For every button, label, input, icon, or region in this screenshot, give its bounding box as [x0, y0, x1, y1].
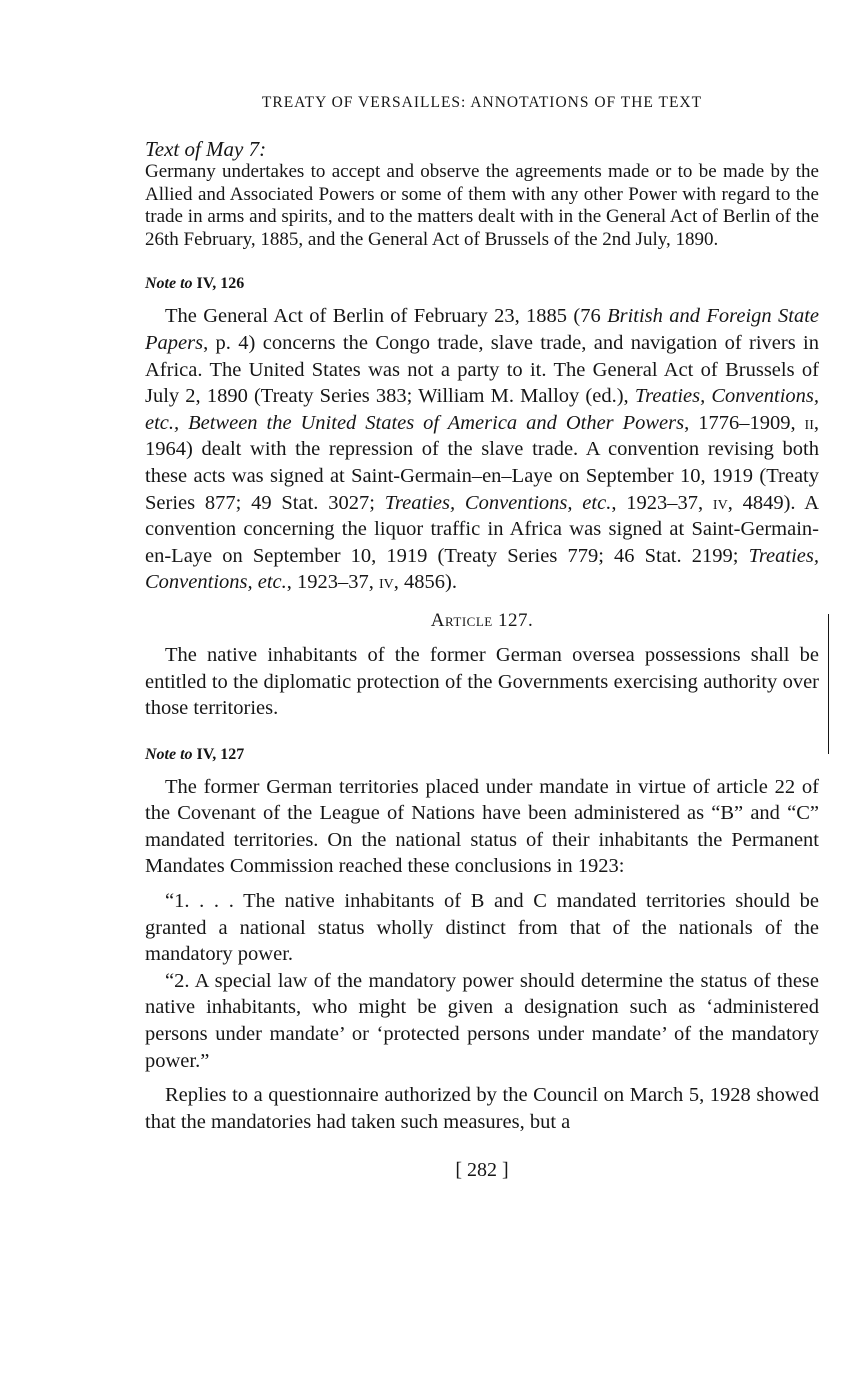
note-126-citation: Treaties, Conventions, etc.: [145, 544, 819, 594]
article-127-block: [145, 642, 819, 722]
page: [145, 94, 819, 1182]
text-may7-body: Germany undertakes to accept and observe the agreements made or to be made by the Allied and Associated Powers or some of them with any other Power with regard to the trade in arms and spirits, and to the matters dealt with in the General Act of Berlin of the 26th February, 1885, and the General Act of Brussels of the 2nd July, 1890.: [145, 161, 819, 250]
note-127-prefix: Note to: [145, 745, 193, 763]
note-126-text: , 1923–37,: [611, 491, 713, 514]
note-126-volume: ii: [804, 411, 814, 434]
note-126-volume: iv: [712, 491, 728, 514]
note-126-text: The General Act of Berlin of February 23, 1885 (76: [165, 305, 608, 328]
article-127-body: The native inhabitants of the former German oversea possessions shall be entitled to the diplomatic protection of the Governments exercising authority over those territories.: [145, 643, 819, 720]
margin-rule: [828, 614, 829, 754]
note-126-citation: British and Foreign State Papers: [145, 305, 819, 354]
note-126-ref: IV, 126: [196, 275, 245, 293]
note-126-text: , 4856).: [393, 571, 457, 594]
running-header: TREATY OF VERSAILLES: ANNOTATIONS OF THE TEXT: [261, 94, 703, 111]
note-126-text: , 1923–37,: [286, 571, 380, 594]
note-126-prefix: Note to: [145, 275, 193, 293]
note-126-paragraph: [145, 303, 819, 596]
note-127-quote-2: “2. A special law of the mandatory power should determine the status of these native inhabitants, who might be given a designation such as ‘administered persons under mandate’ or ‘protected persons under mandate’ of the mandatory power.”: [145, 969, 819, 1072]
note-126-citation: Treaties, Conventions, etc.: [384, 491, 612, 514]
article-127-title: Article 127.: [430, 609, 534, 631]
text-may7-label: Text of May 7:: [145, 137, 267, 161]
note-126-text: , p. 4) concerns the Congo trade, slave trade, and navigation of rivers in Africa. The United States was not a party to it. The General Act of Brussels of July 2, 1890 (Treaty Series 383; William M. Malloy (ed.),: [145, 331, 819, 408]
note-126-text: , 1776–1909,: [684, 411, 805, 434]
note-127-paragraph-2: Replies to a questionnaire authorized by the Council on March 5, 1928 showed that the mandatories had taken such measures, but a: [145, 1084, 819, 1133]
note-127-heading: [145, 746, 819, 764]
note-127-paragraph-1: The former German territories placed under mandate in virtue of article 22 of the Covenant of the League of Nations have been administered as “B” and “C” mandated territories. On the national status of their inhabitants the Permanent Mandates Commission reached these conclusions in 1923:: [145, 775, 819, 878]
note-126-text: , 1964) dealt with the repression of the slave trade. A convention revising both these acts was signed at Saint-Germain–en–Laye on September 10, 1919 (Treaty Series 877; 49 Stat. 3027;: [145, 411, 819, 514]
note-127-ref: IV, 127: [196, 745, 245, 763]
note-126-text: , 4849). A convention concerning the liquor traffic in Africa was signed at Saint-Germain-en-Laye on September 10, 1919 (Treaty Series 779; 46 Stat. 2199;: [145, 491, 820, 567]
page-number: [ 282 ]: [455, 1159, 509, 1182]
note-126-heading: [145, 275, 819, 293]
note-126-citation: Treaties, Conventions, etc., Between the United States of America and Other Powers: [145, 385, 820, 434]
note-127-quote-1: “1. . . . The native inhabitants of B and C mandated territories should be granted a national status wholly distinct from that of the nationals of the mandatory power.: [145, 890, 819, 966]
note-126-volume: iv: [379, 571, 394, 594]
